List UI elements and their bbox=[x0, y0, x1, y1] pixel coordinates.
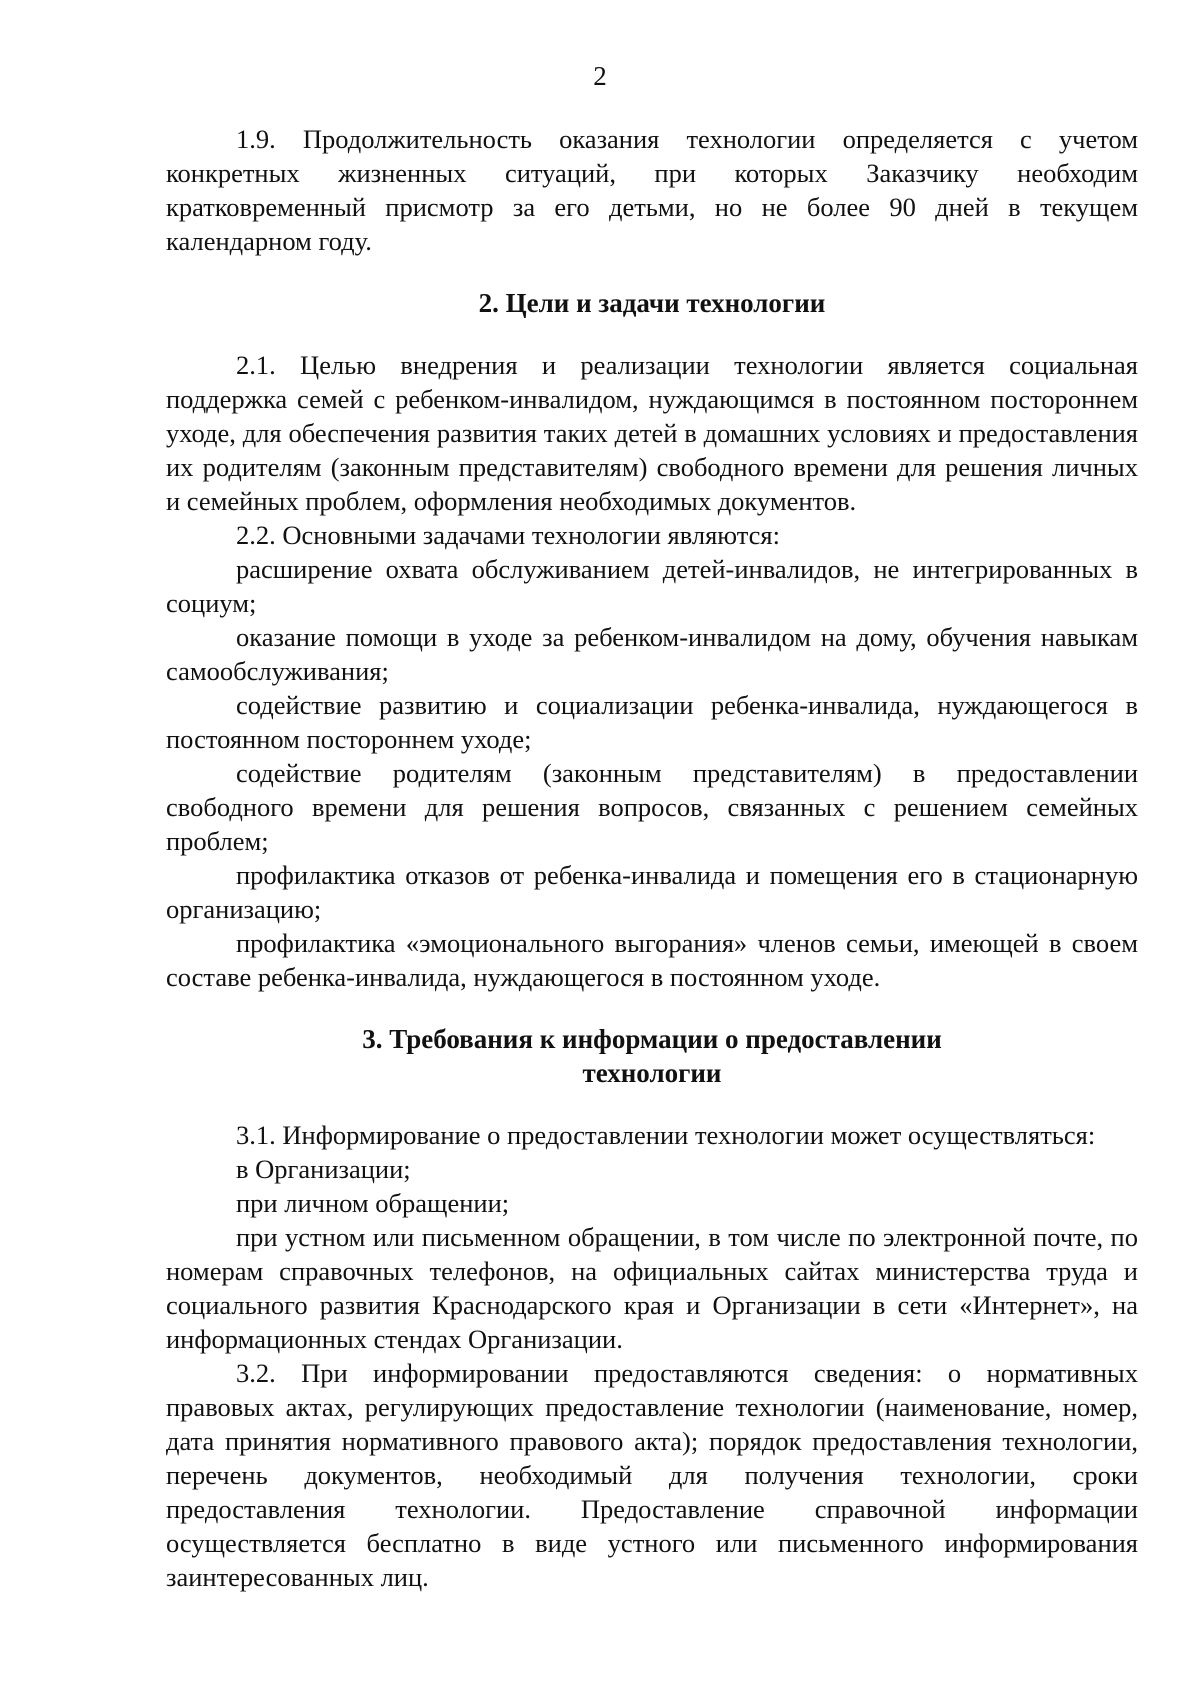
spacer bbox=[166, 994, 1138, 1022]
task-item-4: содействие родителям (законным представителям) в предоставлении свободного времени для решения вопросов, связанных с решением семейных проблем; bbox=[166, 758, 1138, 856]
task-item-1: расширение охвата обслуживанием детей-инвалидов, не интегрированных в социум; bbox=[166, 554, 1138, 618]
task-item-2: оказание помощи в уходе за ребенком-инвалидом на дому, обучения навыкам самообслуживания; bbox=[166, 622, 1138, 686]
paragraph-3-1: 3.1. Информирование о предоставлении технологии может осуществляться: bbox=[236, 1120, 1096, 1150]
spacer bbox=[166, 258, 1138, 286]
info-item-1: в Организации; bbox=[236, 1154, 411, 1184]
task-item-3: содействие развитию и социализации ребенка-инвалида, нуждающегося в постоянном постороннем уходе; bbox=[166, 690, 1138, 754]
paragraph-3-2: 3.2. При информировании предоставляются сведения: о нормативных правовых актах, регулирующих предоставление технологии (наименование, номер, дата принятия нормативного правового акта); порядок предоставления технологии, перечень документов, необходимый для получения технологии, сроки предоставления технологии. Предоставление справочной информации осуществляется бесплатно в виде устного или письменного информирования заинтересованных лиц. bbox=[166, 1358, 1138, 1592]
paragraph-2-1: 2.1. Целью внедрения и реализации технологии является социальная поддержка семей с ребенком-инвалидом, нуждающимся в постоянном постороннем уходе, для обеспечения развития таких детей в домашних условиях и предоставления их родителям (законным представителям) свободного времени для решения личных и семейных проблем, оформления необходимых документов. bbox=[166, 350, 1138, 516]
section-3-heading-line-1: 3. Требования к информации о предоставлении bbox=[362, 1024, 942, 1054]
document-body bbox=[166, 122, 1138, 1594]
paragraph-2-2: 2.2. Основными задачами технологии являются: bbox=[236, 520, 780, 550]
spacer bbox=[166, 320, 1138, 348]
section-2-heading: 2. Цели и задачи технологии bbox=[478, 288, 826, 318]
paragraph-1-9: 1.9. Продолжительность оказания технологии определяется с учетом конкретных жизненных ситуаций, при которых Заказчику необходим кратковременный присмотр за его детьми, но не более 90 дней в текущем календарном году. bbox=[166, 124, 1138, 256]
info-item-3: при устном или письменном обращении, в том числе по электронной почте, по номерам справочных телефонов, на официальных сайтах министерства труда и социального развития Краснодарского края и Организации в сети «Интернет», на информационных стендах Организации. bbox=[166, 1222, 1138, 1354]
info-item-2: при личном обращении; bbox=[236, 1188, 510, 1218]
spacer bbox=[166, 1090, 1138, 1118]
section-3-heading-line-2: технологии bbox=[582, 1058, 722, 1088]
task-item-5: профилактика отказов от ребенка-инвалида и помещения его в стационарную организацию; bbox=[166, 860, 1138, 924]
page-number: 2 bbox=[593, 61, 607, 91]
task-item-6: профилактика «эмоционального выгорания» членов семьи, имеющей в своем составе ребенка-инвалида, нуждающегося в постоянном уходе. bbox=[166, 928, 1138, 992]
